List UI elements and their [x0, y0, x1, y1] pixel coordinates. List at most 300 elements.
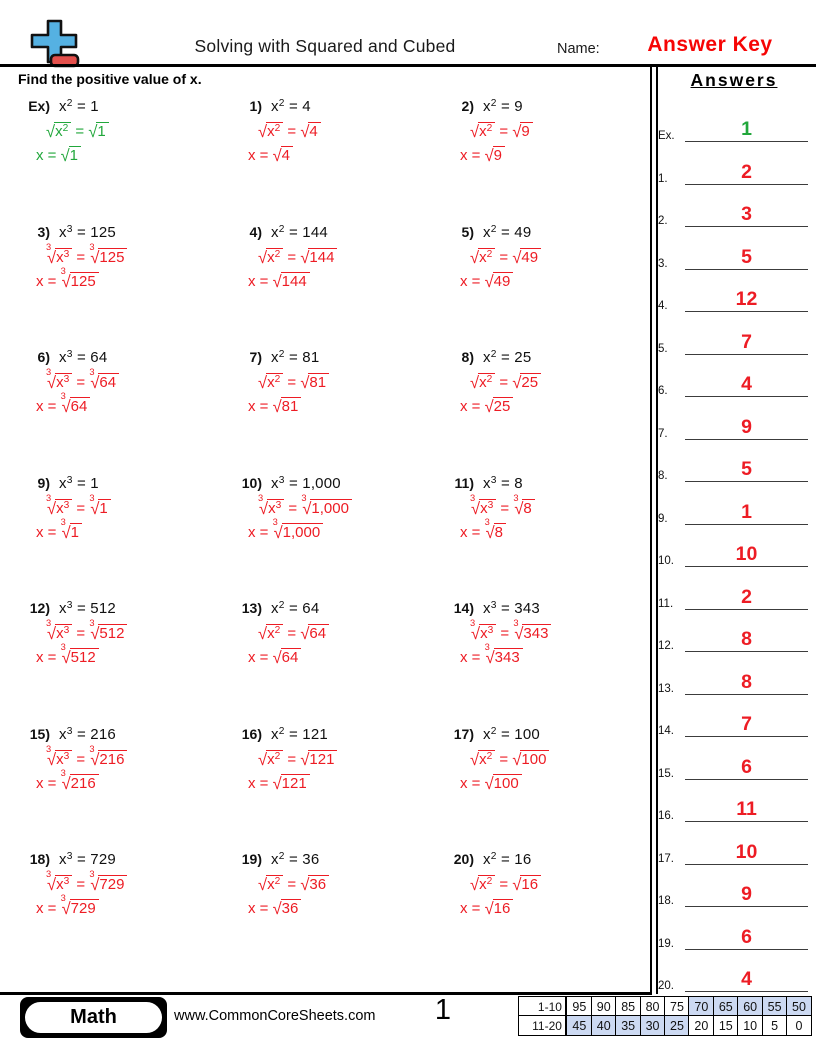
answer-label: 9.: [658, 512, 668, 525]
answer-blank-line: [685, 460, 808, 482]
solution-step-2: x = $^3$√216: [36, 774, 232, 793]
score-cell: 5: [762, 1015, 788, 1036]
root-index: 3: [513, 492, 519, 503]
answer-label: 10.: [658, 555, 674, 567]
exponent: 2: [278, 97, 285, 109]
exponent: 3: [63, 248, 70, 260]
problem-number: 12): [29, 600, 50, 616]
radical-expression: [470, 618, 496, 643]
radical-expression: [300, 751, 337, 768]
radical-expression: [258, 625, 283, 642]
problem-number: 6): [37, 349, 50, 365]
radical-expression: [273, 273, 310, 290]
root-index: 3: [470, 492, 476, 503]
radicand: $x^2$: [266, 248, 283, 267]
radical-sign: √: [47, 625, 57, 643]
answer-value: 2: [741, 585, 752, 608]
radical-expression: [300, 123, 320, 140]
header-divider: [0, 64, 816, 67]
problem-head: [20, 224, 232, 241]
radical-expression: [89, 869, 127, 894]
score-cell: 65: [713, 996, 739, 1017]
radical-expression: [273, 649, 302, 666]
score-cell: 25: [664, 1015, 690, 1036]
radical-sign: √: [90, 248, 100, 267]
exponent: 2: [274, 750, 281, 762]
radicand: 1: [69, 146, 81, 165]
radicand: 8: [494, 523, 506, 542]
score-cell: 40: [591, 1015, 617, 1036]
solution-step-2: x = √64: [248, 648, 444, 667]
answer-value: 10: [735, 840, 758, 863]
radicand: 1: [70, 523, 82, 542]
problem-equation: $x^3 = 8$: [483, 474, 523, 492]
solution-step-2: x = √25: [460, 397, 648, 416]
exponent: 2: [490, 725, 497, 737]
instruction-text: Find the positive value of x.: [18, 71, 202, 87]
answer-label: 16.: [658, 810, 674, 822]
answer-item: [658, 912, 810, 950]
problem-number: 3): [37, 223, 50, 240]
problem-number: 11): [454, 474, 474, 491]
score-row: [518, 996, 812, 1017]
problem-number: 10): [241, 474, 262, 491]
answer-item: [658, 147, 810, 185]
answer-value: 2: [741, 160, 752, 183]
radical-sign: √: [512, 750, 522, 769]
problem-cell: [20, 475, 232, 601]
root-index: 3: [89, 241, 95, 252]
root-index: 3: [484, 642, 490, 653]
score-cell: 80: [640, 996, 666, 1017]
answer-blank-line: [685, 840, 808, 865]
answer-item: [658, 274, 810, 312]
radicand: 512: [70, 648, 99, 667]
radical-sign: √: [61, 523, 71, 542]
radicand: 4: [308, 122, 320, 141]
radical-sign: √: [484, 774, 494, 793]
exponent: 3: [487, 499, 494, 511]
radical-expression: [512, 249, 541, 266]
root-index: 3: [60, 391, 66, 402]
answer-value: 1: [741, 118, 752, 141]
problem-cell: [444, 726, 648, 852]
radical-expression: [46, 492, 72, 518]
radical-expression: [513, 492, 534, 518]
radical-expression: [485, 900, 514, 917]
solution-step-1: $√x^2 = √81$: [258, 373, 444, 392]
answer-value: 4: [741, 968, 752, 991]
answer-blank-line: [685, 800, 808, 822]
problem-head: [20, 98, 232, 115]
answer-label: 17.: [658, 852, 674, 865]
solution-step-2: x = √4: [248, 146, 444, 165]
solution-step-1: $√x^2 = √9$: [470, 122, 648, 141]
subject-label: Math: [25, 1002, 162, 1033]
radical-sign: √: [300, 248, 310, 267]
radical-expression: [512, 876, 541, 893]
score-range-label: 11-20: [518, 1015, 566, 1036]
radical-expression: [484, 516, 506, 542]
answers-divider: [650, 64, 658, 994]
score-cell: 95: [566, 996, 592, 1017]
solution-step-2: x = √121: [248, 774, 444, 793]
problems-grid: [20, 98, 648, 977]
solution-step-1: $√x^2 = √36$: [258, 875, 444, 894]
radicand: $x^2$: [266, 875, 283, 894]
radicand: 216: [70, 774, 99, 793]
radical-expression: [46, 743, 72, 769]
radical-sign: √: [470, 123, 480, 141]
answer-label: Ex.: [658, 130, 675, 142]
answer-item: [658, 614, 810, 652]
radical-sign: √: [484, 398, 494, 416]
answer-value: 7: [741, 330, 752, 353]
problem-equation: $x^2 = 36$: [271, 850, 320, 868]
exponent: 3: [63, 499, 70, 511]
exponent: 2: [278, 599, 285, 611]
solution-step-1: $√x^2 = √4$: [258, 122, 444, 141]
exponent: 3: [63, 624, 70, 636]
exponent: 2: [490, 348, 497, 360]
radicand: 121: [308, 750, 337, 769]
answer-blank-line: [685, 160, 808, 185]
exponent: 3: [66, 474, 73, 486]
answer-value: 9: [741, 415, 752, 438]
problem-head: [232, 349, 444, 366]
exponent: 2: [274, 875, 281, 887]
radical-expression: [273, 147, 293, 164]
problem-cell: [232, 475, 444, 601]
root-index: 3: [46, 869, 52, 880]
problem-number: Ex): [28, 98, 50, 114]
radical-sign: √: [47, 248, 57, 267]
score-row: [518, 1015, 812, 1036]
answer-value: 11: [736, 798, 757, 821]
problem-equation: $x^2 = 100$: [483, 725, 540, 743]
radical-sign: √: [272, 900, 282, 918]
radicand: $x^2$: [478, 373, 495, 392]
root-index: 3: [484, 516, 490, 527]
exponent: 3: [66, 223, 73, 235]
solution-step-1: $√x^2 = √25$: [470, 373, 648, 392]
exponent: 3: [63, 875, 70, 887]
root-index: 3: [60, 265, 66, 276]
radical-expression: [512, 751, 549, 768]
exponent: 2: [278, 223, 285, 235]
answer-item: [658, 359, 810, 397]
score-cell: 70: [688, 996, 714, 1017]
exponent: 3: [63, 750, 70, 762]
answer-blank-line: [685, 500, 808, 525]
answer-value: 3: [741, 203, 752, 226]
answer-label: 20.: [658, 980, 674, 992]
answer-label: 1.: [658, 172, 668, 185]
root-index: 3: [60, 642, 66, 653]
answer-value: 5: [741, 458, 752, 481]
radical-sign: √: [484, 147, 494, 165]
answer-item: [658, 699, 810, 737]
radicand: $x^3$: [55, 248, 72, 267]
problem-head: [232, 98, 444, 115]
answer-label: 11.: [658, 597, 674, 610]
answer-blank-line: [685, 885, 808, 907]
problem-cell: [20, 98, 232, 224]
answer-value: 9: [741, 883, 752, 906]
answer-item: [658, 444, 810, 482]
radicand: $x^2$: [54, 122, 71, 141]
radicand: 81: [281, 397, 302, 416]
radical-expression: [258, 249, 283, 266]
radicand: 100: [493, 774, 522, 793]
exponent: 2: [278, 348, 285, 360]
root-index: 3: [46, 367, 52, 378]
radical-sign: √: [90, 374, 100, 392]
answers-header: Answers: [690, 70, 778, 90]
answer-value: 6: [741, 925, 752, 948]
solution-step-2: x = $^3$√64: [36, 397, 232, 416]
radical-sign: √: [258, 123, 268, 141]
score-cell: 15: [713, 1015, 739, 1036]
solution-step-1: $√x^2 = √121$: [258, 750, 444, 769]
radical-sign: √: [259, 499, 269, 518]
radical-expression: [512, 374, 541, 391]
score-cell: 10: [737, 1015, 763, 1036]
root-index: 3: [60, 893, 66, 904]
radical-expression: [300, 249, 337, 266]
solution-step-1: $√x^2 = √144$: [258, 248, 444, 267]
radicand: 64: [70, 397, 91, 416]
problem-equation: $x^2 = 81$: [271, 348, 320, 366]
problem-equation: $x^2 = 144$: [271, 223, 328, 241]
answer-label: 7.: [658, 427, 668, 440]
root-index: 3: [89, 743, 95, 754]
radical-sign: √: [470, 374, 480, 392]
exponent: 2: [274, 373, 281, 385]
answer-label: 13.: [658, 682, 674, 695]
problem-head: [232, 726, 444, 743]
solution-step-1: $√x^2 = √64$: [258, 624, 444, 643]
radicand: 729: [70, 899, 99, 918]
radicand: $x^3$: [479, 499, 496, 518]
exponent: 2: [486, 248, 493, 260]
radical-expression: [258, 876, 283, 893]
radicand: 1,000: [282, 523, 324, 542]
problem-head: [444, 475, 648, 492]
root-index: 3: [46, 743, 52, 754]
problem-head: [444, 98, 648, 115]
exponent: 3: [66, 850, 73, 862]
exponent: 2: [274, 624, 281, 636]
radicand: 64: [281, 648, 302, 667]
radical-expression: [89, 618, 127, 643]
problem-cell: [232, 851, 444, 977]
radical-sign: √: [88, 123, 98, 141]
radical-sign: √: [470, 248, 480, 267]
problem-head: [20, 349, 232, 366]
radicand: 64: [308, 624, 329, 643]
answer-item: [658, 827, 810, 865]
problem-equation: $x^3 = 64$: [59, 348, 108, 366]
footer-divider: [0, 992, 652, 995]
problem-equation: $x^3 = 216$: [59, 725, 116, 743]
score-cell: 20: [688, 1015, 714, 1036]
radicand: $x^2$: [478, 750, 495, 769]
problem-equation: $x^2 = 1$: [59, 97, 99, 115]
radical-sign: √: [471, 499, 481, 518]
problem-equation: $x^2 = 16$: [483, 850, 532, 868]
radical-expression: [46, 367, 72, 392]
radical-expression: [273, 398, 302, 415]
score-cell: 75: [664, 996, 690, 1017]
solution-step-1: $√x^2 = √49$: [470, 248, 648, 267]
problem-cell: [444, 224, 648, 350]
answer-value: 4: [741, 373, 752, 396]
radical-sign: √: [61, 774, 71, 793]
radicand: 1: [96, 122, 108, 141]
problem-equation: $x^3 = 512$: [59, 599, 116, 617]
radical-expression: [512, 123, 532, 140]
solution-step-2: x = √81: [248, 397, 444, 416]
answer-blank-line: [685, 120, 808, 142]
radical-expression: [46, 869, 72, 894]
radical-sign: √: [470, 876, 480, 894]
answer-blank-line: [685, 755, 808, 780]
radical-expression: [470, 374, 495, 391]
radical-sign: √: [258, 625, 268, 643]
radical-sign: √: [514, 625, 524, 643]
problem-head: [444, 600, 648, 617]
exponent: 2: [62, 122, 69, 134]
radicand: 36: [281, 899, 302, 918]
radical-expression: [61, 147, 81, 164]
radicand: 81: [308, 373, 329, 392]
answer-value: 12: [735, 288, 758, 311]
radicand: 25: [493, 397, 514, 416]
radicand: 216: [98, 750, 127, 769]
answer-item: [658, 189, 810, 227]
radical-sign: √: [272, 649, 282, 667]
radicand: 512: [98, 624, 127, 643]
score-cell: 30: [640, 1015, 666, 1036]
radicand: 121: [281, 774, 310, 793]
answer-key-text: Answer Key: [647, 33, 773, 56]
problem-head: [444, 349, 648, 366]
radical-sign: √: [272, 147, 282, 165]
exponent: 2: [486, 122, 493, 134]
radical-sign: √: [60, 147, 70, 165]
solution-step-1: $^3√x^3 = ^3√343$: [470, 624, 648, 643]
radicand: 16: [493, 899, 514, 918]
radicand: $x^3$: [55, 624, 72, 643]
score-cell: 45: [566, 1015, 592, 1036]
exponent: 2: [274, 122, 281, 134]
problem-number: 14): [453, 600, 474, 616]
radical-expression: [470, 876, 495, 893]
root-index: 3: [513, 618, 519, 629]
problem-number: 9): [37, 474, 50, 491]
answer-item: [658, 572, 810, 610]
problem-cell: [232, 98, 444, 224]
answers-list: [658, 104, 810, 992]
radicand: $x^3$: [479, 624, 496, 643]
answer-blank-line: [685, 670, 808, 695]
answer-blank-line: [685, 715, 808, 737]
problem-head: [20, 600, 232, 617]
root-index: 3: [89, 367, 95, 378]
problem-equation: $x^2 = 4$: [271, 97, 311, 115]
score-cell: 60: [737, 996, 763, 1017]
exponent: 3: [490, 474, 497, 486]
radical-sign: √: [471, 625, 481, 643]
solution-step-2: x = $^3$√729: [36, 899, 232, 918]
radical-sign: √: [61, 900, 71, 918]
radical-sign: √: [258, 248, 268, 267]
problem-number: 16): [241, 725, 262, 742]
radicand: $x^3$: [55, 875, 72, 894]
radical-sign: √: [470, 750, 480, 769]
solution-step-1: $^3√x^3 = ^3√1$: [46, 499, 232, 518]
answer-item: [658, 487, 810, 525]
answer-label: 6.: [658, 385, 668, 397]
answer-item: [658, 869, 810, 907]
root-index: 3: [258, 492, 264, 503]
radical-sign: √: [272, 774, 282, 793]
radical-sign: √: [90, 625, 100, 643]
answer-value: 7: [741, 713, 752, 736]
problem-cell: [444, 475, 648, 601]
radicand: $x^3$: [267, 499, 284, 518]
radical-sign: √: [90, 750, 100, 769]
radical-sign: √: [302, 499, 312, 518]
page-title: Solving with Squared and Cubed: [194, 36, 456, 56]
answer-label: 19.: [658, 937, 674, 950]
radical-sign: √: [61, 649, 71, 667]
problem-head: [232, 851, 444, 868]
problem-head: [444, 726, 648, 743]
radical-sign: √: [300, 876, 310, 894]
solution-step-2: x = √144: [248, 272, 444, 291]
solution-step-2: x = √49: [460, 272, 648, 291]
radical-expression: [470, 751, 495, 768]
answer-blank-line: [685, 415, 808, 440]
problem-cell: [232, 224, 444, 350]
radical-expression: [273, 900, 302, 917]
answer-label: 5.: [658, 342, 668, 355]
problem-number: 13): [241, 600, 262, 616]
problem-number: 7): [249, 349, 262, 365]
answer-item: [658, 742, 810, 780]
radicand: 8: [522, 499, 534, 518]
answer-item: [658, 784, 810, 822]
problem-equation: $x^2 = 49$: [483, 223, 532, 241]
radical-sign: √: [61, 398, 71, 416]
problem-cell: [444, 349, 648, 475]
answer-blank-line: [685, 545, 808, 567]
solution-step-2: x = $^3$√343: [460, 648, 648, 667]
solution-step-2: x = $^3$√1: [36, 523, 232, 542]
score-cell: 85: [615, 996, 641, 1017]
radical-expression: [300, 625, 329, 642]
problem-head: [232, 475, 444, 492]
score-cell: 50: [786, 996, 812, 1017]
solution-step-2: x = $^3$√8: [460, 523, 648, 542]
answer-blank-line: [685, 630, 808, 652]
root-index: 3: [470, 618, 476, 629]
problem-head: [444, 851, 648, 868]
radical-sign: √: [272, 272, 282, 291]
problem-cell: [20, 600, 232, 726]
